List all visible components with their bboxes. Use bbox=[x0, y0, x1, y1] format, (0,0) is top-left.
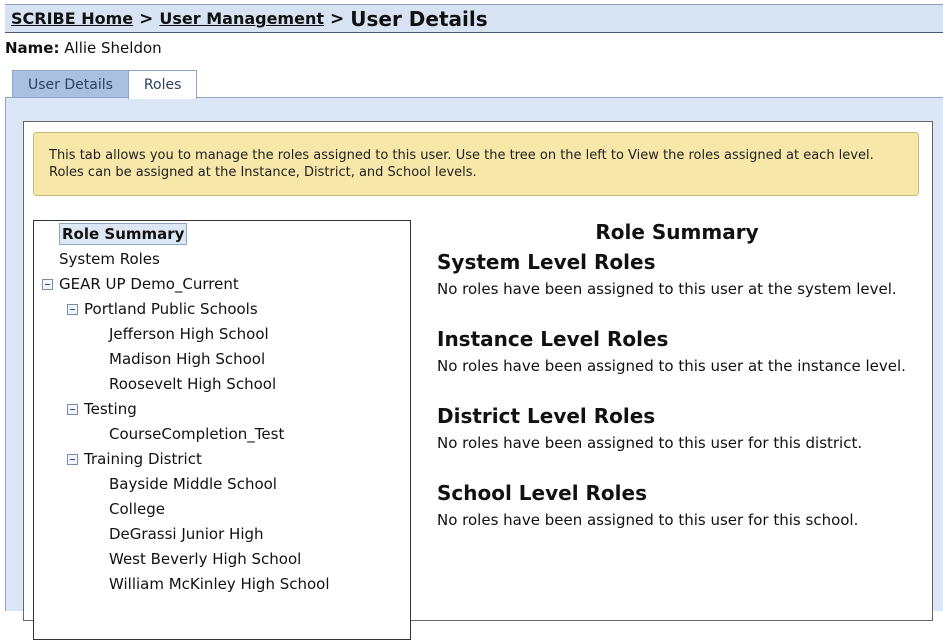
tree-item-school[interactable]: Roosevelt High School bbox=[109, 375, 277, 393]
school-level-roles-heading: School Level Roles bbox=[437, 481, 647, 505]
tab-roles[interactable]: Roles bbox=[128, 70, 197, 99]
breadcrumb-user-management-link[interactable]: User Management bbox=[159, 9, 324, 28]
tree-item-school[interactable]: Jefferson High School bbox=[109, 325, 269, 343]
tree-item-instance[interactable]: GEAR UP Demo_Current bbox=[59, 275, 239, 293]
breadcrumb-separator: > bbox=[330, 8, 345, 29]
system-level-roles-heading: System Level Roles bbox=[437, 250, 656, 274]
system-level-roles-text: No roles have been assigned to this user at the system level. bbox=[437, 280, 897, 298]
role-summary-title: Role Summary bbox=[595, 220, 759, 244]
name-label: Name: bbox=[5, 39, 60, 57]
collapse-icon[interactable] bbox=[67, 304, 78, 315]
district-level-roles-heading: District Level Roles bbox=[437, 404, 656, 428]
tab-user-details[interactable]: User Details bbox=[12, 70, 129, 99]
tree-item-school[interactable]: Bayside Middle School bbox=[109, 475, 277, 493]
roles-content bbox=[23, 121, 933, 621]
breadcrumb-home-link[interactable]: SCRIBE Home bbox=[11, 9, 134, 28]
tree-item-school[interactable]: William McKinley High School bbox=[109, 575, 330, 593]
tab-panel bbox=[5, 97, 943, 611]
tree-item-school[interactable]: Madison High School bbox=[109, 350, 266, 368]
district-level-roles-text: No roles have been assigned to this user for this district. bbox=[437, 434, 863, 452]
user-name-row bbox=[5, 39, 162, 57]
info-notice: This tab allows you to manage the roles assigned to this user. Use the tree on the left to View the roles assigned at each level. Roles can be assigned at the Instance, District, and School levels. bbox=[33, 132, 919, 196]
user-name-value: Allie Sheldon bbox=[64, 39, 162, 57]
collapse-icon[interactable] bbox=[42, 279, 53, 290]
tree-item-district[interactable]: Portland Public Schools bbox=[84, 300, 258, 318]
tree-item-school[interactable]: CourseCompletion_Test bbox=[109, 425, 285, 443]
tree-item-district[interactable]: Training District bbox=[84, 450, 202, 468]
tree-item-school[interactable]: DeGrassi Junior High bbox=[109, 525, 264, 543]
tree-item-school[interactable]: West Beverly High School bbox=[109, 550, 302, 568]
tree-item-system-roles[interactable]: System Roles bbox=[59, 250, 160, 268]
tree-item-school[interactable]: College bbox=[109, 500, 165, 518]
page-title: User Details bbox=[350, 6, 488, 31]
breadcrumb-separator: > bbox=[139, 8, 154, 29]
collapse-icon[interactable] bbox=[67, 454, 78, 465]
role-tree bbox=[33, 220, 411, 640]
instance-level-roles-text: No roles have been assigned to this user at the instance level. bbox=[437, 357, 906, 375]
school-level-roles-text: No roles have been assigned to this user for this school. bbox=[437, 511, 859, 529]
tree-item-role-summary[interactable]: Role Summary bbox=[59, 223, 187, 245]
collapse-icon[interactable] bbox=[67, 404, 78, 415]
tab-bar bbox=[12, 70, 197, 98]
breadcrumb-bar bbox=[5, 4, 943, 33]
instance-level-roles-heading: Instance Level Roles bbox=[437, 327, 669, 351]
tree-item-district[interactable]: Testing bbox=[84, 400, 137, 418]
